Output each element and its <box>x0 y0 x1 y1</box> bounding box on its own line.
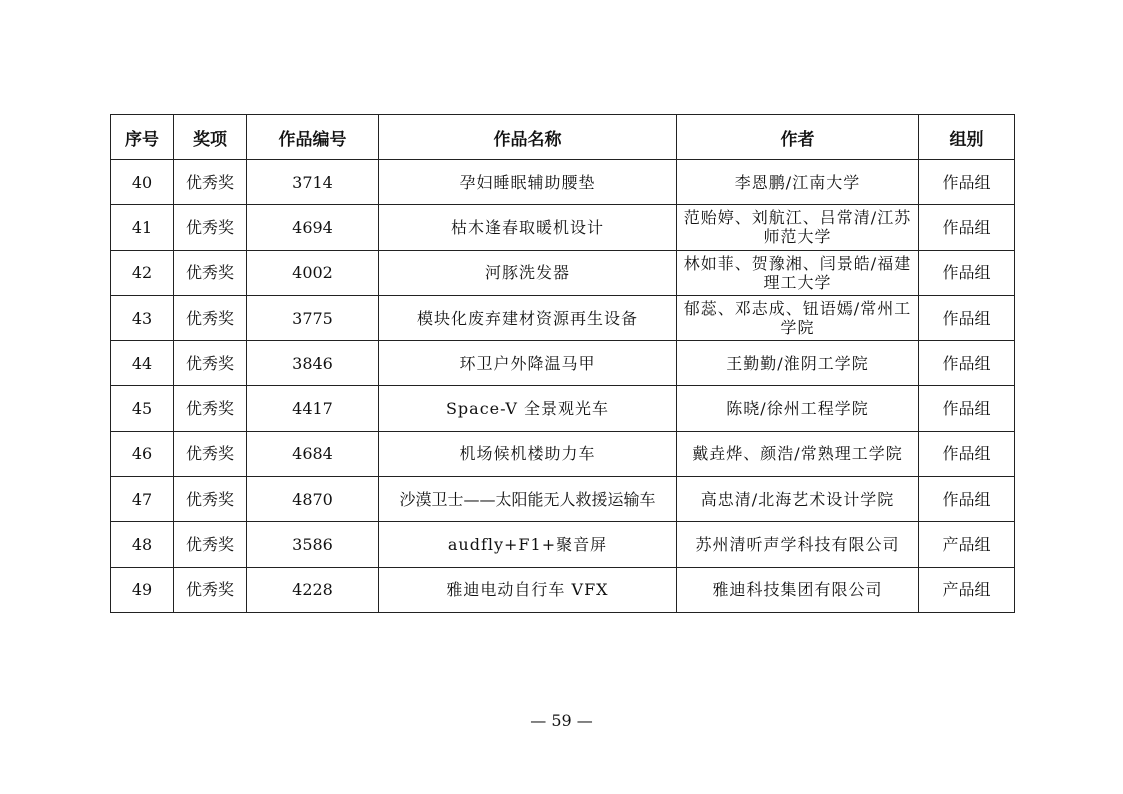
table-row <box>111 205 1015 250</box>
cell-group: 作品组 <box>919 341 1015 386</box>
cell-group: 产品组 <box>919 567 1015 612</box>
cell-name: 枯木逢春取暖机设计 <box>379 205 677 250</box>
cell-author: 戴垚烨、颜浩/常熟理工学院 <box>677 431 919 476</box>
cell-award: 优秀奖 <box>174 477 247 522</box>
cell-author: 苏州清听声学科技有限公司 <box>677 522 919 567</box>
cell-code: 4684 <box>247 431 379 476</box>
cell-group: 作品组 <box>919 386 1015 431</box>
cell-author: 陈晓/徐州工程学院 <box>677 386 919 431</box>
cell-award: 优秀奖 <box>174 386 247 431</box>
cell-code: 4694 <box>247 205 379 250</box>
cell-award: 优秀奖 <box>174 250 247 295</box>
cell-name: audfly+F1+聚音屏 <box>379 522 677 567</box>
cell-award: 优秀奖 <box>174 522 247 567</box>
cell-group: 作品组 <box>919 431 1015 476</box>
cell-code: 3846 <box>247 341 379 386</box>
cell-name: 沙漠卫士——太阳能无人救援运输车 <box>379 477 677 522</box>
header-code: 作品编号 <box>247 115 379 160</box>
header-no: 序号 <box>111 115 174 160</box>
cell-no: 45 <box>111 386 174 431</box>
cell-name: 河豚洗发器 <box>379 250 677 295</box>
table-header-row <box>111 115 1015 160</box>
header-award: 奖项 <box>174 115 247 160</box>
cell-code: 4002 <box>247 250 379 295</box>
cell-no: 43 <box>111 295 174 340</box>
cell-group: 作品组 <box>919 477 1015 522</box>
cell-no: 44 <box>111 341 174 386</box>
cell-group: 作品组 <box>919 205 1015 250</box>
cell-code: 4228 <box>247 567 379 612</box>
cell-code: 4870 <box>247 477 379 522</box>
cell-author: 王勤勤/淮阴工学院 <box>677 341 919 386</box>
table-row <box>111 341 1015 386</box>
cell-code: 3714 <box>247 160 379 205</box>
cell-name: 环卫户外降温马甲 <box>379 341 677 386</box>
cell-award: 优秀奖 <box>174 160 247 205</box>
page-number: — 59 — <box>530 711 593 730</box>
cell-group: 作品组 <box>919 160 1015 205</box>
cell-author: 雅迪科技集团有限公司 <box>677 567 919 612</box>
cell-no: 47 <box>111 477 174 522</box>
cell-author: 林如菲、贺豫湘、闫景皓/福建理工大学 <box>677 250 919 295</box>
cell-no: 46 <box>111 431 174 476</box>
table-row <box>111 567 1015 612</box>
cell-author: 范贻婷、刘航江、吕常清/江苏师范大学 <box>677 205 919 250</box>
table-row <box>111 386 1015 431</box>
cell-author: 李恩鹏/江南大学 <box>677 160 919 205</box>
table-row <box>111 522 1015 567</box>
cell-no: 42 <box>111 250 174 295</box>
cell-author: 高忠清/北海艺术设计学院 <box>677 477 919 522</box>
cell-name: 雅迪电动自行车 VFX <box>379 567 677 612</box>
cell-no: 41 <box>111 205 174 250</box>
cell-award: 优秀奖 <box>174 205 247 250</box>
cell-award: 优秀奖 <box>174 295 247 340</box>
cell-name: Space-V 全景观光车 <box>379 386 677 431</box>
cell-group: 产品组 <box>919 522 1015 567</box>
cell-award: 优秀奖 <box>174 431 247 476</box>
cell-author: 郁蕊、邓志成、钮语嫣/常州工学院 <box>677 295 919 340</box>
header-group: 组别 <box>919 115 1015 160</box>
cell-name: 模块化废弃建材资源再生设备 <box>379 295 677 340</box>
cell-no: 49 <box>111 567 174 612</box>
cell-code: 3586 <box>247 522 379 567</box>
table-row <box>111 250 1015 295</box>
cell-award: 优秀奖 <box>174 341 247 386</box>
header-author: 作者 <box>677 115 919 160</box>
cell-code: 4417 <box>247 386 379 431</box>
cell-no: 40 <box>111 160 174 205</box>
cell-group: 作品组 <box>919 295 1015 340</box>
table-row <box>111 295 1015 340</box>
table-row <box>111 160 1015 205</box>
award-table <box>110 114 1015 613</box>
cell-code: 3775 <box>247 295 379 340</box>
header-name: 作品名称 <box>379 115 677 160</box>
cell-no: 48 <box>111 522 174 567</box>
cell-group: 作品组 <box>919 250 1015 295</box>
table-row <box>111 431 1015 476</box>
table-row <box>111 477 1015 522</box>
cell-name: 孕妇睡眠辅助腰垫 <box>379 160 677 205</box>
cell-award: 优秀奖 <box>174 567 247 612</box>
cell-name: 机场候机楼助力车 <box>379 431 677 476</box>
